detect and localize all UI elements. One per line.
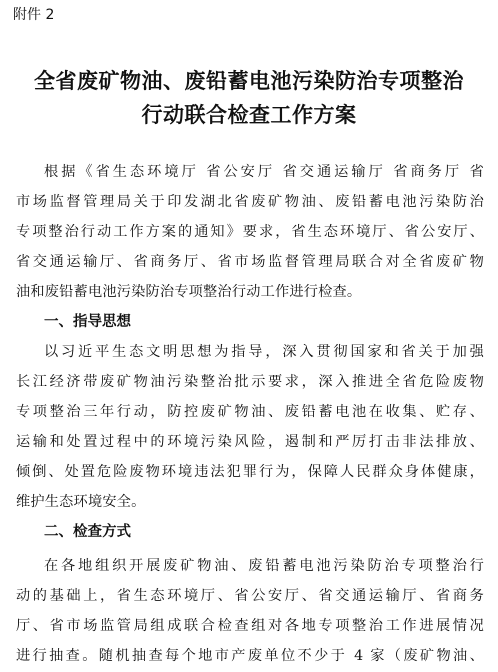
section1-line: 专项整治三年行动，防控废矿物油、废铅蓄电池在收集、贮存、 bbox=[16, 404, 484, 420]
document-title-line-1: 全省废矿物油、废铅蓄电池污染防治专项整治 bbox=[34, 68, 464, 93]
section2-line: 厅、省市场监管局组成联合检查组对各地专项整治工作进展情况 bbox=[16, 618, 484, 634]
section1-line: 运输和处置过程中的环境污染风险，遏制和严厉打击非法排放、 bbox=[16, 434, 484, 450]
intro-line: 市场监督管理局关于印发湖北省废矿物油、废铅蓄电池污染防治 bbox=[16, 194, 484, 210]
document-title-line-2: 行动联合检查工作方案 bbox=[141, 102, 357, 127]
section1-line: 维护生态环境安全。 bbox=[16, 494, 146, 510]
intro-line: 油和废铅蓄电池污染防治专项整治行动工作进行检查。 bbox=[16, 284, 362, 300]
intro-line: 根据《省生态环境厅 省公安厅 省交通运输厅 省商务厅 省 bbox=[44, 164, 484, 180]
section2-line: 在各地组织开展废矿物油、废铅蓄电池污染防治专项整治行 bbox=[44, 558, 484, 574]
intro-line: 专项整治行动工作方案的通知》要求，省生态环境厅、省公安厅、 bbox=[16, 224, 484, 240]
section2-line: 进行抽查。随机抽查每个地市产废单位不少于 4 家（废矿物油、 bbox=[16, 648, 484, 664]
section2-line: 动的基础上，省生态环境厅、省公安厅、省交通运输厅、省商务 bbox=[16, 588, 484, 604]
section1-line: 长江经济带废矿物油污染整治批示要求，深入推进全省危险废物 bbox=[16, 374, 484, 390]
intro-line: 省交通运输厅、省商务厅、省市场监督管理局联合对全省废矿物 bbox=[16, 254, 484, 270]
section-heading-guiding-ideology: 一、指导思想 bbox=[44, 314, 131, 330]
attachment-label: 附件 2 bbox=[13, 7, 55, 23]
section1-line: 以习近平生态文明思想为指导，深入贯彻国家和省关于加强 bbox=[44, 344, 484, 360]
section1-line: 倾倒、处置危险废物环境违法犯罪行为，保障人民群众身体健康， bbox=[16, 464, 484, 480]
section-heading-inspection-method: 二、检查方式 bbox=[44, 524, 131, 540]
